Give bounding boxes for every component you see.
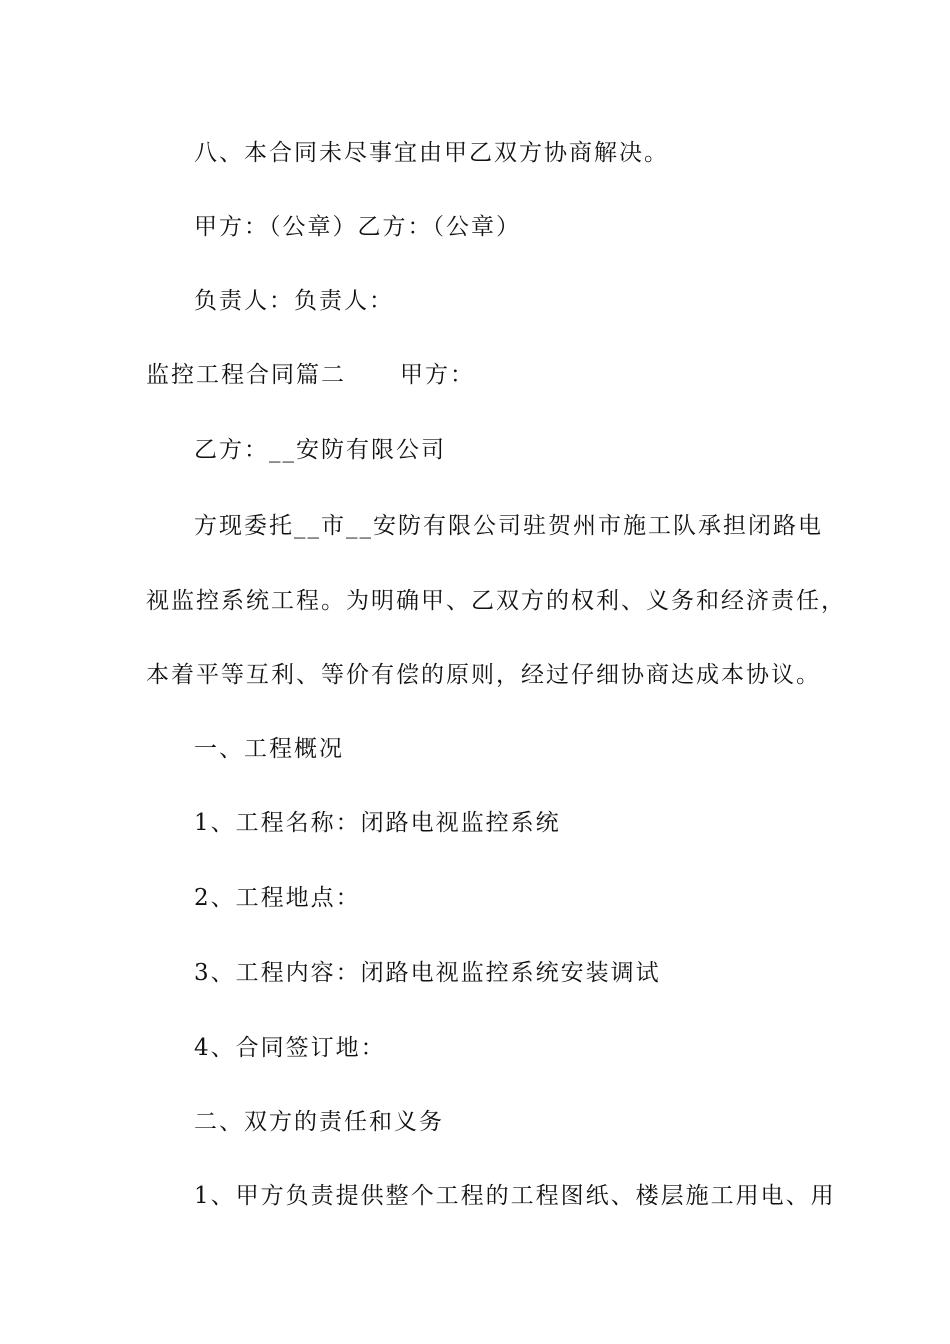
project-content: 3、工程内容：闭路电视监控系统安装调试 [194, 960, 661, 986]
responsible-persons: 负责人：负责人： [194, 288, 394, 314]
paragraph-line-2: 视监控系统工程。为明确甲、乙双方的权利、义务和经济责任， [146, 588, 846, 614]
project-location: 2、工程地点： [194, 885, 361, 911]
project-name: 1、工程名称：闭路电视监控系统 [194, 810, 561, 836]
party-a-label: 甲方： [400, 362, 475, 388]
signing-place: 4、合同签订地： [194, 1035, 386, 1061]
section-title: 监控工程合同篇二 [146, 362, 346, 388]
paragraph-line-1: 方现委托__市__安防有限公司驻贺州市施工队承担闭路电 [194, 513, 823, 539]
party-b-line: 乙方：__安防有限公司 [194, 437, 446, 463]
party-seals: 甲方：（公章）乙方：（公章） [194, 214, 521, 240]
paragraph-line-3: 本着平等互利、等价有偿的原则，经过仔细协商达成本协议。 [146, 662, 821, 688]
clause-eight: 八、本合同未尽事宜由甲乙双方协商解决。 [194, 140, 669, 166]
section-one-heading: 一、工程概况 [194, 736, 344, 762]
section-two-heading: 二、双方的责任和义务 [194, 1109, 444, 1135]
section-heading [146, 359, 475, 391]
duty-item-one: 1、甲方负责提供整个工程的工程图纸、楼层施工用电、用 [194, 1183, 836, 1209]
